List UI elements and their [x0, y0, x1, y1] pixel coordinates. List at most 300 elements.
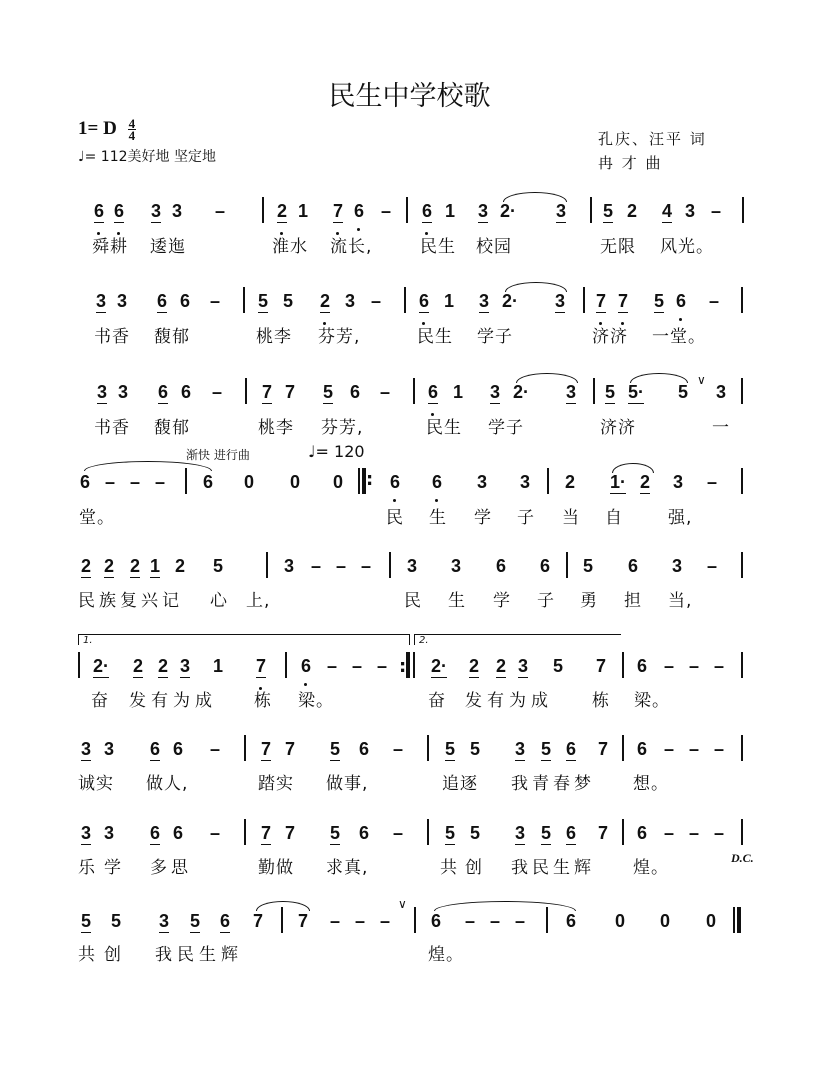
note: 2 [130, 556, 141, 576]
note-dash: – [664, 823, 675, 843]
lyric: 奋 [91, 691, 109, 711]
lyric: 梁。 [298, 691, 334, 711]
lyric: 民生 [420, 237, 456, 257]
note: 1· [610, 472, 627, 492]
lyric: 诚实 [78, 774, 114, 794]
note: 5 [190, 911, 201, 931]
note: 3 [97, 382, 108, 402]
note: 6 [301, 656, 312, 676]
note: 6 [80, 472, 91, 492]
note: 3 [81, 823, 92, 843]
slur [516, 373, 578, 383]
barline [78, 652, 80, 678]
notation-row-5 [0, 555, 819, 585]
lyric: 担 [624, 591, 642, 611]
note: 5 [445, 823, 456, 843]
note: 3 [159, 911, 170, 931]
note: 5 [111, 911, 122, 931]
note: 0 [244, 472, 255, 492]
lyric: 梁。 [634, 691, 670, 711]
note: 7 [285, 823, 296, 843]
lyric: 我民生辉 [155, 945, 243, 965]
note-dash: – [210, 291, 221, 311]
lyric: 桃李 [258, 418, 294, 438]
note-dash: – [711, 201, 722, 221]
lyric: 强, [668, 508, 693, 528]
lyric-row-8 [0, 853, 819, 877]
note: 5· [628, 382, 645, 402]
note: 2 [627, 201, 638, 221]
note: 1 [445, 201, 456, 221]
lyric: 堂。 [79, 508, 115, 528]
note: 1 [150, 556, 161, 576]
note: 3 [180, 656, 191, 676]
note-dash: – [707, 472, 718, 492]
note: 5 [553, 656, 564, 676]
note: 2 [469, 656, 480, 676]
note: 6 [220, 911, 231, 931]
lyric: 我民生辉 [511, 858, 595, 878]
note: 3 [685, 201, 696, 221]
notation-row-7 [0, 738, 819, 768]
lyric: 民族复兴记 [78, 591, 183, 611]
note: 6 [419, 291, 430, 311]
song-title: 民生中学校歌 [328, 81, 491, 112]
notation-row-9 [0, 897, 819, 940]
note: 6 [566, 823, 577, 843]
barline [185, 468, 187, 494]
notation-row-6 [0, 655, 819, 685]
note: 5 [541, 823, 552, 843]
note-dash: – [380, 911, 391, 931]
lyric: 芬芳, [318, 327, 361, 347]
note-dash: – [352, 656, 363, 676]
note-dash: – [381, 201, 392, 221]
note: 6 [157, 291, 168, 311]
key-label: 1= D [78, 118, 117, 139]
note: 3 [515, 823, 526, 843]
note-dash: – [689, 739, 700, 759]
note: 2· [513, 382, 530, 402]
note: 5 [283, 291, 294, 311]
note: 7 [253, 911, 264, 931]
barline [590, 197, 592, 223]
note: 0 [290, 472, 301, 492]
lyric: 求真, [326, 858, 369, 878]
note: 3 [520, 472, 531, 492]
lyric: 学 [493, 591, 511, 611]
note: 7 [598, 739, 609, 759]
composer-credit: 冉 才 曲 [598, 154, 663, 172]
note: 3 [96, 291, 107, 311]
lyric: 多思 [150, 858, 192, 878]
lyric: 济济 [600, 418, 636, 438]
note: 7 [618, 291, 629, 311]
note: 0 [615, 911, 626, 931]
barline [741, 735, 743, 761]
lyric-row-1 [0, 232, 819, 256]
volta-label: 2. [419, 635, 429, 646]
note: 2 [277, 201, 288, 221]
note: 6 [354, 201, 365, 221]
lyric: 芬芳, [321, 418, 364, 438]
lyric: 子 [517, 508, 535, 528]
volta-label: 1. [83, 635, 93, 646]
note: 2 [158, 656, 169, 676]
barline [262, 197, 264, 223]
breath-mark-icon: ∨ [697, 373, 706, 387]
note: 2· [502, 291, 519, 311]
note: 6 [158, 382, 169, 402]
note-dash: – [714, 739, 725, 759]
lyric: 做事, [326, 774, 369, 794]
note-dash: – [155, 472, 166, 492]
note-dash: – [714, 656, 725, 676]
note: 2 [175, 556, 186, 576]
barline [741, 287, 743, 313]
note: 0 [706, 911, 717, 931]
note: 5 [678, 382, 689, 402]
note: 6 [94, 201, 105, 221]
barline [566, 552, 568, 578]
notation-row-1 [0, 200, 819, 230]
lyricist-credit: 孔庆、汪平 词 [598, 130, 707, 148]
note: 5 [323, 382, 334, 402]
note: 7 [596, 656, 607, 676]
note: 2 [320, 291, 331, 311]
note: 6 [173, 739, 184, 759]
note: 3 [515, 739, 526, 759]
lyric: 流长, [330, 237, 373, 257]
note: 3 [407, 556, 418, 576]
lyric: 生 [429, 508, 447, 528]
barline [389, 552, 391, 578]
lyric: 追逐 [442, 774, 478, 794]
lyric: 勇 [580, 591, 598, 611]
note: 7 [598, 823, 609, 843]
note: 7 [261, 739, 272, 759]
lyric: 栋 [254, 691, 272, 711]
note: 3 [566, 382, 577, 402]
lyric: 生 [448, 591, 466, 611]
note: 5 [654, 291, 665, 311]
barline [741, 468, 743, 494]
notation-row-2 [0, 290, 819, 320]
note: 0 [333, 472, 344, 492]
note: 7 [262, 382, 273, 402]
lyric: 一 [712, 418, 730, 438]
lyric-row-2 [0, 322, 819, 346]
note: 2 [133, 656, 144, 676]
note-dash: – [709, 291, 720, 311]
tempo-change-value: = 120 [315, 442, 365, 461]
note: 3 [172, 201, 183, 221]
tie [434, 901, 576, 911]
note-dash: – [215, 201, 226, 221]
note: 4 [662, 201, 673, 221]
time-signature [128, 116, 137, 144]
lyric: 乐学 [78, 858, 130, 878]
note-dash: – [465, 911, 476, 931]
lyric: 舜耕 [92, 237, 128, 257]
lyric: 学 [474, 508, 492, 528]
barline [583, 287, 585, 313]
note: 1 [213, 656, 224, 676]
note-dash: – [212, 382, 223, 402]
note: 6 [150, 739, 161, 759]
note-dash: – [130, 472, 141, 492]
barline [741, 652, 743, 678]
lyric: 当 [562, 508, 580, 528]
barline [593, 378, 595, 404]
note: 7 [261, 823, 272, 843]
tempo-text: = 112美好地 坚定地 [84, 149, 216, 165]
note: 5 [603, 201, 614, 221]
notation-row-4 [0, 471, 819, 501]
note-dash: – [361, 556, 372, 576]
note: 7 [333, 201, 344, 221]
note: 1 [298, 201, 309, 221]
note: 2· [431, 656, 448, 676]
note-dash: – [311, 556, 322, 576]
note: 3 [479, 291, 490, 311]
note: 3 [104, 739, 115, 759]
note-dash: – [377, 656, 388, 676]
note: 7 [285, 382, 296, 402]
lyric: 学子 [488, 418, 524, 438]
note: 2 [640, 472, 651, 492]
repeat-end-dots: : [399, 656, 407, 677]
barline [245, 378, 247, 404]
lyric: 民 [386, 508, 404, 528]
note: 6 [637, 739, 648, 759]
lyric: 发有为成 [465, 691, 553, 711]
note: 3 [104, 823, 115, 843]
note: 5 [330, 823, 341, 843]
note: 6 [566, 739, 577, 759]
lyric: 共创 [78, 945, 130, 965]
note: 6 [540, 556, 551, 576]
note-dash: – [707, 556, 718, 576]
note: 5 [605, 382, 616, 402]
barline [414, 907, 416, 933]
note-dash: – [330, 911, 341, 931]
quarter-note-icon: ♩ [308, 442, 316, 461]
note: 3 [451, 556, 462, 576]
note: 6 [150, 823, 161, 843]
note: 3 [672, 556, 683, 576]
lyric: 上, [246, 591, 271, 611]
note-dash: – [327, 656, 338, 676]
notation-row-3 [0, 373, 819, 411]
tempo-change-label: 渐快 进行曲 [186, 448, 250, 462]
note: 3 [118, 382, 129, 402]
note: 3 [117, 291, 128, 311]
note: 2 [104, 556, 115, 576]
lyric: 济济 [592, 327, 628, 347]
notation-row-8 [0, 822, 819, 852]
note: 5 [81, 911, 92, 931]
note: 2· [500, 201, 517, 221]
volta-first-ending [78, 634, 410, 645]
da-capo-mark: D.C. [731, 851, 754, 865]
note: 6 [566, 911, 577, 931]
note: 5 [445, 739, 456, 759]
note: 3 [477, 472, 488, 492]
note: 6 [431, 911, 442, 931]
lyric: 民生 [417, 327, 453, 347]
lyric: 踏实 [258, 774, 294, 794]
lyric: 勤做 [258, 858, 294, 878]
note: 3 [345, 291, 356, 311]
lyric: 淮水 [272, 237, 308, 257]
lyric: 校园 [476, 237, 512, 257]
barline [622, 652, 624, 678]
note: 3 [673, 472, 684, 492]
note-dash: – [105, 472, 116, 492]
lyric: 民生 [426, 418, 462, 438]
final-barline-thick [737, 907, 741, 933]
lyric: 一堂。 [652, 327, 706, 347]
lyric: 我青春梦 [511, 774, 595, 794]
note: 5 [470, 823, 481, 843]
note-dash: – [393, 739, 404, 759]
note: 6 [173, 823, 184, 843]
note: 7 [596, 291, 607, 311]
barline [742, 197, 744, 223]
note: 3 [151, 201, 162, 221]
note: 6 [637, 823, 648, 843]
tempo-marking [78, 146, 216, 166]
final-barline-thin [733, 907, 735, 933]
barline [427, 819, 429, 845]
note: 6 [428, 382, 439, 402]
note: 5 [258, 291, 269, 311]
lyric: 风光。 [660, 237, 714, 257]
barline [622, 735, 624, 761]
lyric: 桃李 [256, 327, 292, 347]
note-dash: – [336, 556, 347, 576]
lyric-row-6 [0, 686, 819, 710]
note: 2 [565, 472, 576, 492]
lyric: 子 [537, 591, 555, 611]
lyric-row-5 [0, 586, 819, 610]
lyric-row-9 [0, 940, 819, 964]
note: 6 [422, 201, 433, 221]
note-dash: – [210, 739, 221, 759]
lyric: 煌。 [428, 945, 464, 965]
slur [503, 192, 567, 202]
note-dash: – [714, 823, 725, 843]
note: 7 [285, 739, 296, 759]
lyric: 想。 [633, 774, 669, 794]
note: 7 [256, 656, 267, 676]
lyric-row-4 [0, 503, 819, 527]
time-top: 4 [128, 116, 136, 132]
barline [546, 907, 548, 933]
note: 5 [541, 739, 552, 759]
note-dash: – [371, 291, 382, 311]
note: 3 [555, 291, 566, 311]
lyric: 奋 [428, 691, 446, 711]
lyric: 民 [404, 591, 422, 611]
note: 6 [203, 472, 214, 492]
note-dash: – [355, 911, 366, 931]
note: 7 [298, 911, 309, 931]
note: 6 [359, 823, 370, 843]
note: 6 [180, 291, 191, 311]
note: 6 [114, 201, 125, 221]
note-dash: – [393, 823, 404, 843]
lyric: 书香 [94, 418, 130, 438]
tempo-change [308, 442, 365, 461]
note: 2 [81, 556, 92, 576]
lyric: 逶迤 [150, 237, 186, 257]
lyric: 做人, [146, 774, 189, 794]
note-dash: – [490, 911, 501, 931]
barline [413, 378, 415, 404]
lyric: 发有为成 [129, 691, 217, 711]
note: 6 [350, 382, 361, 402]
barline [413, 652, 415, 678]
barline [285, 652, 287, 678]
barline [244, 819, 246, 845]
note: 5 [213, 556, 224, 576]
note: 6 [496, 556, 507, 576]
time-bottom: 4 [128, 128, 136, 144]
note: 6 [676, 291, 687, 311]
note-dash: – [689, 656, 700, 676]
note-dash: – [664, 656, 675, 676]
note: 3 [478, 201, 489, 221]
barline [547, 468, 549, 494]
note: 3 [81, 739, 92, 759]
note: 6 [628, 556, 639, 576]
note: 0 [660, 911, 671, 931]
note-dash: – [515, 911, 526, 931]
lyric: 当, [668, 591, 693, 611]
slur [612, 463, 654, 473]
note-dash: – [664, 739, 675, 759]
lyric: 自 [605, 508, 623, 528]
note: 5 [583, 556, 594, 576]
barline [741, 378, 743, 404]
note: 5 [470, 739, 481, 759]
repeat-end [406, 652, 410, 678]
note: 6 [637, 656, 648, 676]
lyric: 馥郁 [154, 327, 190, 347]
barline [741, 552, 743, 578]
lyric-row-7 [0, 769, 819, 793]
lyric: 书香 [94, 327, 130, 347]
barline [427, 735, 429, 761]
lyric: 心 [210, 591, 228, 611]
note: 3 [490, 382, 501, 402]
barline [266, 552, 268, 578]
note: 3 [556, 201, 567, 221]
lyric: 馥郁 [154, 418, 190, 438]
note: 2 [496, 656, 507, 676]
note: 3 [518, 656, 529, 676]
barline [243, 287, 245, 313]
note: 2· [93, 656, 110, 676]
lyric: 学子 [477, 327, 513, 347]
note: 6 [181, 382, 192, 402]
barline [406, 197, 408, 223]
lyric: 栋 [592, 691, 610, 711]
barline [404, 287, 406, 313]
note: 1 [444, 291, 455, 311]
